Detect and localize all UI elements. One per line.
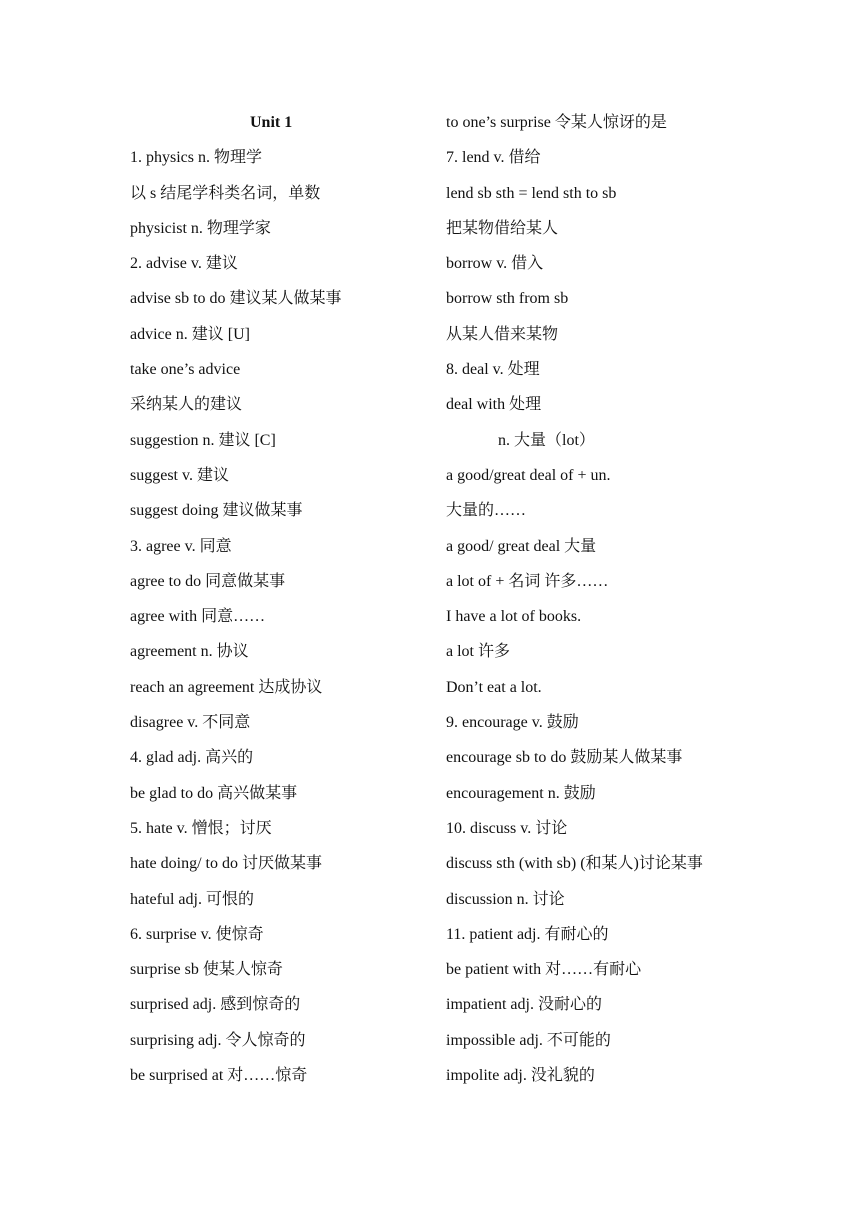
vocab-line: a good/ great deal 大量 bbox=[446, 537, 597, 555]
vocab-line: 把某物借给某人 bbox=[446, 219, 559, 237]
vocab-line: suggest v. 建议 bbox=[130, 466, 229, 484]
vocab-line: hate doing/ to do 讨厌做某事 bbox=[130, 855, 322, 873]
vocab-line: suggestion n. 建议 [C] bbox=[130, 431, 276, 449]
vocab-line: discuss sth (with sb) (和某人)讨论某事 bbox=[446, 855, 703, 873]
vocab-line: agreement n. 协议 bbox=[130, 643, 249, 661]
vocab-line: 8. deal v. 处理 bbox=[446, 361, 540, 379]
vocab-line: 10. discuss v. 讨论 bbox=[446, 819, 568, 837]
vocab-line: advice n. 建议 [U] bbox=[130, 325, 250, 343]
vocab-line: 11. patient adj. 有耐心的 bbox=[446, 925, 609, 943]
vocab-line: take one’s advice bbox=[130, 361, 241, 379]
vocab-line: surprise sb 使某人惊奇 bbox=[130, 961, 283, 979]
vocab-line: 从某人借来某物 bbox=[446, 325, 559, 343]
vocab-line: a good/great deal of + un. bbox=[446, 466, 611, 484]
vocab-line: surprising adj. 令人惊奇的 bbox=[130, 1031, 306, 1049]
vocab-line: 6. surprise v. 使惊奇 bbox=[130, 925, 264, 943]
vocab-line: discussion n. 讨论 bbox=[446, 890, 565, 908]
vocab-line: n. 大量（lot） bbox=[498, 431, 595, 449]
vocab-line: a lot 许多 bbox=[446, 643, 510, 661]
vocab-line: surprised adj. 感到惊奇的 bbox=[130, 996, 301, 1014]
vocab-line: physicist n. 物理学家 bbox=[130, 219, 271, 237]
vocab-line: to one’s surprise 令某人惊讶的是 bbox=[446, 114, 667, 131]
vocab-line: 采纳某人的建议 bbox=[130, 396, 243, 414]
vocab-line: 以 s 结尾学科类名词，单数 bbox=[130, 184, 321, 202]
vocab-line: agree to do 同意做某事 bbox=[130, 572, 286, 590]
vocab-line: 3. agree v. 同意 bbox=[130, 537, 232, 555]
unit-title: Unit 1 bbox=[250, 114, 293, 131]
vocab-line: impolite adj. 没礼貌的 bbox=[446, 1067, 595, 1085]
vocab-line: Don’t eat a lot. bbox=[446, 678, 542, 696]
vocab-line: 5. hate v. 憎恨；讨厌 bbox=[130, 819, 272, 837]
vocab-line: lend sb sth = lend sth to sb bbox=[446, 184, 617, 202]
vocab-line: impossible adj. 不可能的 bbox=[446, 1031, 611, 1049]
vocab-line: 7. lend v. 借给 bbox=[446, 149, 541, 167]
vocab-line: hateful adj. 可恨的 bbox=[130, 890, 254, 908]
vocab-line: be glad to do 高兴做某事 bbox=[130, 784, 298, 802]
vocab-line: agree with 同意…… bbox=[130, 608, 266, 626]
left-column bbox=[130, 105, 430, 1093]
vocab-line: encourage sb to do 鼓励某人做某事 bbox=[446, 749, 683, 767]
vocab-line: a lot of + 名词 许多…… bbox=[446, 572, 609, 590]
vocab-line: I have a lot of books. bbox=[446, 608, 582, 626]
vocab-line: advise sb to do 建议某人做某事 bbox=[130, 290, 342, 308]
vocab-line: encouragement n. 鼓励 bbox=[446, 784, 596, 802]
vocab-line: disagree v. 不同意 bbox=[130, 714, 251, 732]
vocab-line: 1. physics n. 物理学 bbox=[130, 149, 263, 167]
vocab-line: 9. encourage v. 鼓励 bbox=[446, 714, 579, 732]
right-column bbox=[446, 105, 826, 1093]
vocab-line: 2. advise v. 建议 bbox=[130, 255, 238, 273]
vocab-line: deal with 处理 bbox=[446, 396, 542, 414]
vocab-line: be patient with 对……有耐心 bbox=[446, 961, 642, 979]
vocab-line: borrow sth from sb bbox=[446, 290, 569, 308]
vocab-line: be surprised at 对……惊奇 bbox=[130, 1067, 308, 1085]
vocab-line: reach an agreement 达成协议 bbox=[130, 678, 323, 696]
vocab-line: suggest doing 建议做某事 bbox=[130, 502, 303, 520]
vocab-line: 大量的…… bbox=[446, 502, 527, 520]
vocab-line: 4. glad adj. 高兴的 bbox=[130, 749, 254, 767]
vocab-line: borrow v. 借入 bbox=[446, 255, 544, 273]
vocab-line: impatient adj. 没耐心的 bbox=[446, 996, 602, 1014]
